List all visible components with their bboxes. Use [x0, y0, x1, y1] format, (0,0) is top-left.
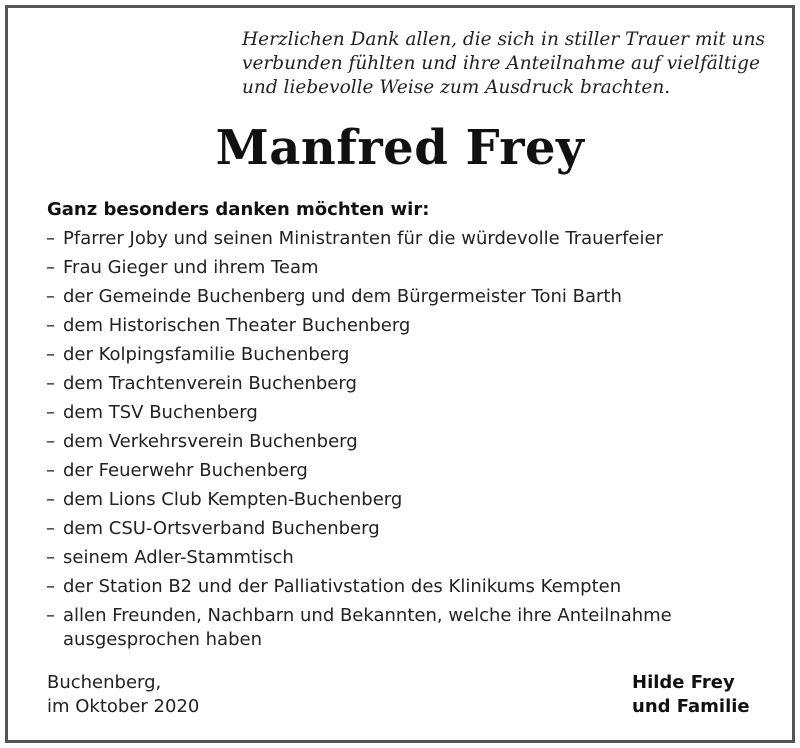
intro-text: [242, 28, 772, 100]
list-item: [47, 427, 767, 456]
list-item-text: Pfarrer Joby und seinen Ministranten für die würdevolle Trauerfeier: [63, 228, 663, 249]
dash-marker: –: [46, 489, 55, 510]
dash-marker: –: [46, 257, 55, 278]
list-item-text: allen Freunden, Nachbarn und Bekannten, welche ihre Anteilnahme ausgesprochen haben: [63, 605, 672, 650]
signer-name: Hilde Frey: [632, 672, 735, 693]
dash-marker: –: [46, 460, 55, 481]
dash-marker: –: [46, 518, 55, 539]
list-item-text: der Station B2 und der Palliativstation des Klinikums Kempten: [63, 576, 622, 597]
list-item-text: dem CSU-Ortsverband Buchenberg: [63, 518, 380, 539]
intro-line: Herzlichen Dank allen, die sich in stiller Trauer mit uns: [242, 29, 765, 50]
list-item: [47, 282, 767, 311]
list-item-text: dem Lions Club Kempten-Buchenberg: [63, 489, 403, 510]
dash-marker: –: [46, 315, 55, 336]
dash-marker: –: [46, 286, 55, 307]
list-item-text: seinem Adler-Stammtisch: [63, 547, 294, 568]
thanks-list: [47, 224, 767, 652]
place-line: Buchenberg,: [47, 672, 162, 693]
list-item: [47, 253, 767, 282]
list-item-text: der Feuerwehr Buchenberg: [63, 460, 308, 481]
list-item-text: Frau Gieger und ihrem Team: [63, 257, 319, 278]
list-item: [47, 485, 767, 514]
list-item: [47, 311, 767, 340]
list-item: [47, 369, 767, 398]
thanks-heading: Ganz besonders danken möchten wir:: [47, 199, 430, 220]
list-item: [47, 572, 767, 601]
signers: [632, 671, 750, 719]
list-item-text: dem Historischen Theater Buchenberg: [63, 315, 411, 336]
list-item: [47, 601, 767, 652]
dash-marker: –: [46, 431, 55, 452]
signer-family: und Familie: [632, 696, 750, 717]
list-item: [47, 340, 767, 369]
list-item: [47, 224, 767, 253]
date-line: im Oktober 2020: [47, 696, 200, 717]
dash-marker: –: [46, 344, 55, 365]
place-date: [47, 671, 199, 719]
thanks-section: [47, 195, 767, 652]
list-item: [47, 514, 767, 543]
list-item: [47, 543, 767, 572]
dash-marker: –: [46, 576, 55, 597]
deceased-name: Manfred Frey: [215, 120, 585, 176]
dash-marker: –: [46, 228, 55, 249]
intro-line: verbunden fühlten und ihre Anteilnahme auf vielfältige: [242, 53, 760, 74]
list-item-text: dem Verkehrsverein Buchenberg: [63, 431, 358, 452]
list-item-text: der Kolpingsfamilie Buchenberg: [63, 344, 350, 365]
list-item: [47, 398, 767, 427]
list-item-text: der Gemeinde Buchenberg und dem Bürgermeister Toni Barth: [63, 286, 622, 307]
intro-line: und liebevolle Weise zum Ausdruck brachten.: [242, 77, 671, 98]
list-item-text: dem TSV Buchenberg: [63, 402, 258, 423]
dash-marker: –: [46, 547, 55, 568]
list-item: [47, 456, 767, 485]
list-item-text: dem Trachtenverein Buchenberg: [63, 373, 357, 394]
dash-marker: –: [46, 373, 55, 394]
dash-marker: –: [46, 605, 55, 626]
dash-marker: –: [46, 402, 55, 423]
